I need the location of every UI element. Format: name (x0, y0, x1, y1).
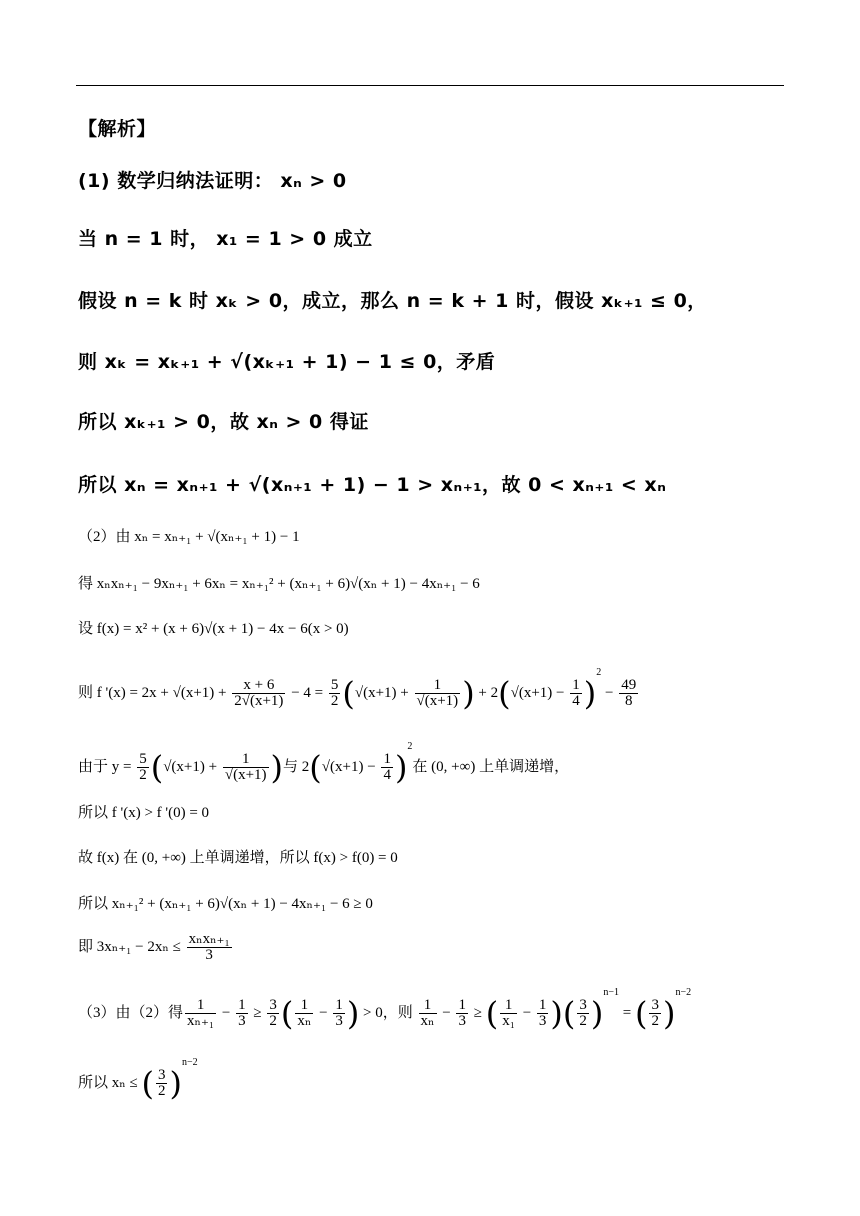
line5-lparen2: ( (309, 748, 322, 787)
part1-title: (1) 数学归纳法证明： xₙ > 0 (78, 170, 347, 192)
part1-hypothesis: 假设 n = k 时 xₖ > 0，成立，那么 n = k + 1 时，假设 xₖ₊₁ ≤ 0， (78, 290, 707, 312)
p3-l-den: 2 (157, 1083, 166, 1100)
line4-inner: √(x+1) + (354, 685, 413, 701)
part1-monotonic: 所以 xₙ = xₙ₊₁ + √(xₙ₊₁ + 1) − 1 > xₙ₊₁，故 0 < xₙ₊₁ < xₙ (78, 474, 667, 496)
p3-final: 所以 xₙ ≤ (78, 1075, 142, 1091)
p3-l-num: 3 (157, 1067, 166, 1084)
line5-prefix: 由于 y = (78, 759, 136, 775)
line4-five-halves (329, 678, 341, 709)
p3-b-den: 3 (238, 1013, 246, 1030)
p3-lparen5: ( (141, 1064, 154, 1103)
line4-lparen: ( (342, 674, 355, 713)
line4-frac (232, 678, 285, 709)
p3-lparen2: ( (485, 994, 499, 1033)
p3-rparen5: ) (169, 1064, 182, 1103)
line9-den: 3 (205, 947, 213, 963)
line4-49: 49 (621, 677, 637, 694)
p3-final-exp: n−2 (181, 1057, 198, 1068)
p3-c-den: 2 (269, 1013, 277, 1030)
line4-exp: 2 (596, 667, 602, 678)
p3-frac-l (156, 1068, 168, 1099)
part2-line4 (78, 667, 640, 713)
p3-j-num: 3 (579, 997, 587, 1014)
line9-prefix: 即 3xₙ₊₁ − 2xₙ ≤ (78, 938, 185, 955)
line4-quarter-den: 4 (572, 693, 580, 710)
p3-lparen4: ( (634, 994, 648, 1033)
line5-mid: 与 2 (283, 759, 310, 775)
p3-f-num: 1 (419, 998, 437, 1014)
p3-gt-zero: > 0，则 (359, 1005, 417, 1021)
line5-rparen: ) (270, 748, 284, 787)
line5-lparen: ( (150, 748, 164, 787)
p3-frac-i (537, 998, 549, 1029)
line4-quarter-num: 1 (572, 677, 580, 694)
part2-line5 (78, 741, 570, 787)
part2-line2: 得 xₙxₙ₊₁ − 9xₙ₊₁ + 6xₙ = xₙ₊₁² + (xₙ₊₁ + 6)√(xₙ + 1) − 4xₙ₊₁ − 6 (78, 576, 480, 592)
p3-rparen4: ) (662, 994, 676, 1033)
part2-line1: （2）由 xₙ = xₙ₊₁ + √(xₙ₊₁ + 1) − 1 (78, 529, 300, 545)
part1-contradiction: 则 xₖ = xₖ₊₁ + √(xₖ₊₁ + 1) − 1 ≤ 0，矛盾 (78, 351, 496, 373)
line4-lparen2: ( (498, 674, 511, 713)
line5-quarter-den: 4 (383, 767, 391, 784)
p3-frac-d (295, 998, 313, 1029)
p3-h-den: x₁ (502, 1013, 515, 1030)
part2-line9 (78, 932, 234, 963)
part2-line6: 所以 f '(x) > f '(0) = 0 (78, 805, 210, 821)
part3-line2 (78, 1057, 198, 1103)
p3-exp2: n−2 (675, 987, 692, 998)
p3-d-den: xₙ (297, 1013, 312, 1030)
line5-quarter (381, 752, 393, 783)
p3-i-den: 3 (538, 1013, 547, 1030)
line4-tail: + 2 (474, 685, 499, 701)
p3-k-num: 3 (651, 997, 659, 1014)
part3-prefix: （3）由（2）得 (78, 1005, 184, 1021)
line4-rparen: ) (462, 674, 475, 713)
line5-sq-inner: √(x+1) − (321, 759, 380, 775)
line9-frac (187, 932, 232, 963)
line4-end: − (601, 685, 618, 701)
line5-den: √(x+1) (224, 767, 267, 784)
line4-4998 (619, 678, 638, 709)
p3-frac-a (185, 998, 216, 1029)
p3-frac-e (333, 998, 345, 1029)
line4-den: √(x+1) (416, 693, 459, 710)
line5-one: 1 (223, 752, 269, 768)
line4-five: 5 (330, 677, 339, 694)
line5-rparen2: ) (394, 748, 408, 787)
part2-line8: 所以 xₙ₊₁² + (xₙ₊₁ + 6)√(xₙ + 1) − 4xₙ₊₁ − 6 ≥ 0 (78, 896, 373, 912)
p3-a-num: 1 (185, 998, 216, 1014)
p3-e-num: 1 (335, 997, 343, 1014)
p3-rparen: ) (346, 994, 360, 1033)
part2-line3: 设 f(x) = x² + (x + 6)√(x + 1) − 4x − 6(x > 0) (78, 621, 349, 637)
line4-mid: − 4 = (287, 685, 327, 701)
line5-two: 2 (139, 767, 147, 784)
p3-lparen3: ( (562, 994, 576, 1033)
line5-exp: 2 (407, 741, 413, 752)
line4-8: 8 (624, 693, 633, 710)
line4-frac-num: x + 6 (232, 678, 285, 694)
p3-h-num: 1 (500, 998, 517, 1014)
line4-prefix: 则 f '(x) = 2x + √(x+1) + (78, 685, 231, 701)
p3-j-den: 2 (579, 1013, 587, 1030)
p3-frac-h (500, 998, 517, 1029)
p3-frac-c (267, 998, 279, 1029)
line4-quarter (570, 678, 582, 709)
section-heading: 【解析】 (78, 118, 157, 140)
line5-inner: √(x+1) + (163, 759, 221, 775)
p3-e-den: 3 (335, 1013, 343, 1030)
p3-frac-j (577, 998, 589, 1029)
line4-frac-den: 2√(x+1) (234, 693, 284, 710)
p3-rparen2: ) (550, 994, 563, 1033)
line9-num: xₙxₙ₊₁ (188, 931, 230, 947)
line5-end: 在 (0, +∞) 上单调递增， (412, 759, 570, 775)
line5-five-halves (137, 752, 149, 783)
p3-lparen: ( (280, 994, 294, 1033)
p3-k-den: 2 (651, 1013, 659, 1030)
p3-g-den: 3 (458, 1013, 466, 1030)
p3-frac-g (456, 998, 468, 1029)
p3-i-num: 1 (538, 997, 547, 1014)
p3-d-num: 1 (295, 998, 313, 1014)
part1-base-case: 当 n = 1 时， x₁ = 1 > 0 成立 (78, 228, 373, 250)
p3-rparen3: ) (590, 994, 604, 1033)
part3-line1: （3）由（2）得 $\frac{1}{\text{xₙ₊₁}}$ − $\frac{1}{3}$ ≥ $\frac{3}{2}$ ( $\frac{1}{\text{xₙ}}$ − $\frac{1}{3}$ ) > 0，则 $\frac{1}{\text{xₙ}}$ − $\frac{1}{3}$ ≥ ( $\frac{1}{\text{x₁}}$ − $\frac{1}{3}$ )( $\frac{3}{2}$ )$^{n-1}$ = ( $\frac{3}{2}$ )$^{n-2}$ (78, 987, 692, 1033)
p3-exp1: n−1 (603, 987, 619, 998)
p3-frac-k (649, 998, 661, 1029)
p3-b-num: 1 (238, 997, 246, 1014)
line4-rparen2: ) (583, 674, 597, 713)
p3-c-num: 3 (269, 997, 277, 1014)
part1-conclusion: 所以 xₖ₊₁ > 0，故 xₙ > 0 得证 (78, 411, 369, 433)
line4-sq-inner: √(x+1) − (510, 685, 569, 701)
line5-five: 5 (139, 751, 147, 768)
line4-inner-frac (415, 678, 461, 709)
p3-f-den: xₙ (420, 1013, 435, 1030)
line5-quarter-num: 1 (383, 751, 391, 768)
p3-a-den: xₙ₊₁ (187, 1013, 215, 1030)
line4-two: 2 (330, 693, 339, 710)
p3-frac-b (236, 998, 248, 1029)
line4-one: 1 (415, 678, 461, 694)
header-rule (76, 85, 784, 86)
part2-line7: 故 f(x) 在 (0, +∞) 上单调递增，所以 f(x) > f(0) = 0 (78, 850, 398, 866)
p3-frac-f (419, 998, 437, 1029)
p3-g-num: 1 (458, 997, 466, 1014)
line5-inner-frac (223, 752, 269, 783)
